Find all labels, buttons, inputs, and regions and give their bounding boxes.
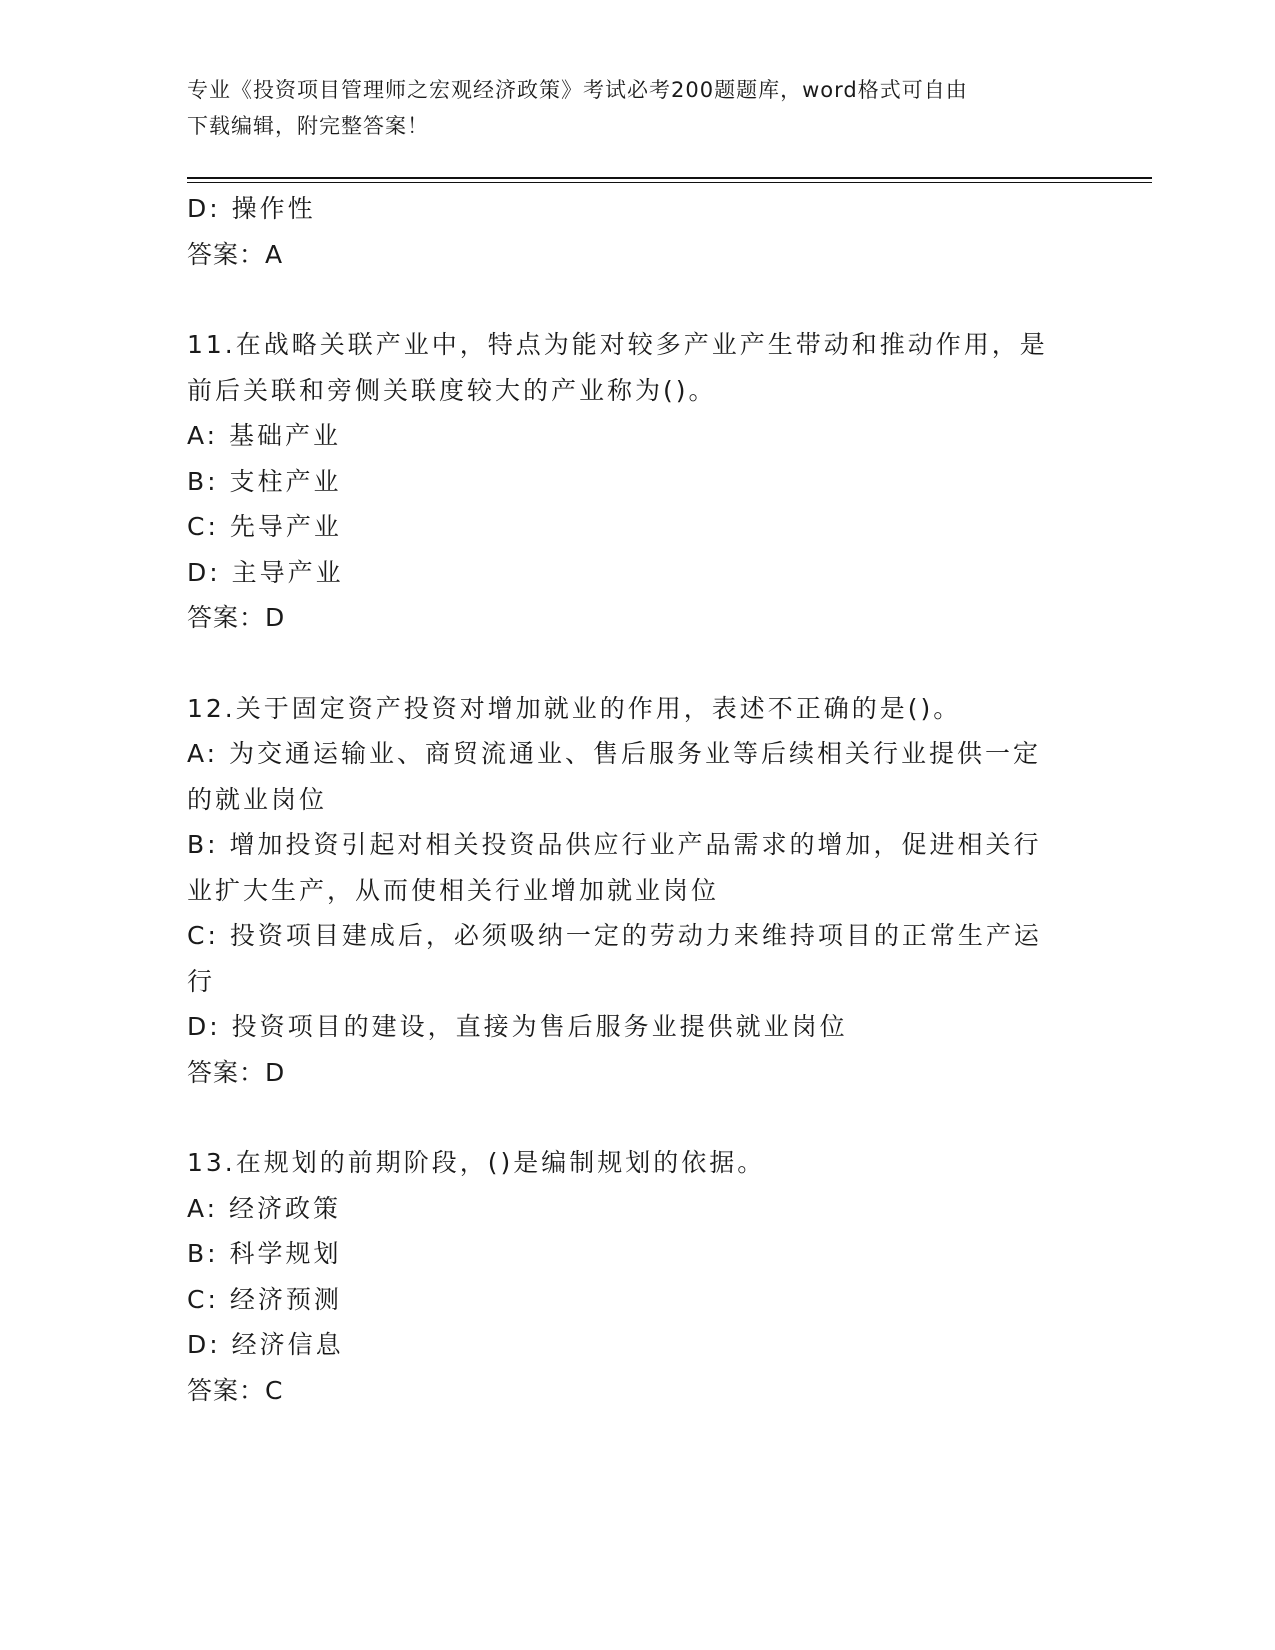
question-stem-line-1: 11.在战略关联产业中，特点为能对较多产业产生带动和推动作用，是 (187, 330, 1048, 359)
question-content (187, 186, 1087, 1413)
option-c: C: 经济预测 (187, 1284, 342, 1314)
question-12 (187, 686, 1087, 1096)
spacer (187, 641, 1087, 686)
header-line-2: 下载编辑，附完整答案！ (187, 114, 429, 138)
option-c: C: 先导产业 (187, 512, 342, 541)
answer-line: 答案：D (187, 603, 286, 632)
answer-line: 答案：C (187, 1375, 284, 1405)
question-13 (187, 1140, 1087, 1413)
question-stem-line-2: 前后关联和旁侧关联度较大的产业称为()。 (187, 375, 717, 405)
answer-line: 答案：D (187, 1057, 286, 1087)
option-b-line-1: B: 增加投资引起对相关投资品供应行业产品需求的增加，促进相关行 (187, 830, 1042, 859)
question-stem: 12.关于固定资产投资对增加就业的作用，表述不正确的是()。 (187, 693, 962, 723)
option-d: D: 操作性 (187, 194, 316, 223)
option-c-line-2: 行 (187, 966, 216, 996)
option-d: D: 投资项目的建设，直接为售后服务业提供就业岗位 (187, 1012, 848, 1041)
option-a: A: 基础产业 (187, 421, 342, 450)
option-a: A: 经济政策 (187, 1193, 342, 1223)
question-stem: 13.在规划的前期阶段，()是编制规划的依据。 (187, 1148, 766, 1177)
document-header (187, 72, 1087, 144)
header-rule-thick (187, 177, 1152, 179)
spacer (187, 1095, 1087, 1140)
option-a-line-2: 的就业岗位 (187, 784, 328, 814)
spacer (187, 277, 1087, 322)
option-d: D: 主导产业 (187, 557, 344, 587)
option-b: B: 科学规划 (187, 1239, 342, 1268)
option-d: D: 经济信息 (187, 1330, 344, 1359)
option-a-line-1: A: 为交通运输业、商贸流通业、售后服务业等后续相关行业提供一定 (187, 739, 1042, 768)
question-11 (187, 322, 1087, 641)
answer-line: 答案：A (187, 239, 284, 269)
option-b: B: 支柱产业 (187, 466, 342, 496)
option-b-line-2: 业扩大生产，从而使相关行业增加就业岗位 (187, 875, 720, 905)
header-line-1: 专业《投资项目管理师之宏观经济政策》考试必考200题题库，word格式可自由 (187, 78, 968, 102)
option-c-line-1: C: 投资项目建成后，必须吸纳一定的劳动力来维持项目的正常生产运 (187, 921, 1042, 950)
previous-question-tail (187, 186, 1087, 277)
header-rule-thin (187, 182, 1152, 183)
